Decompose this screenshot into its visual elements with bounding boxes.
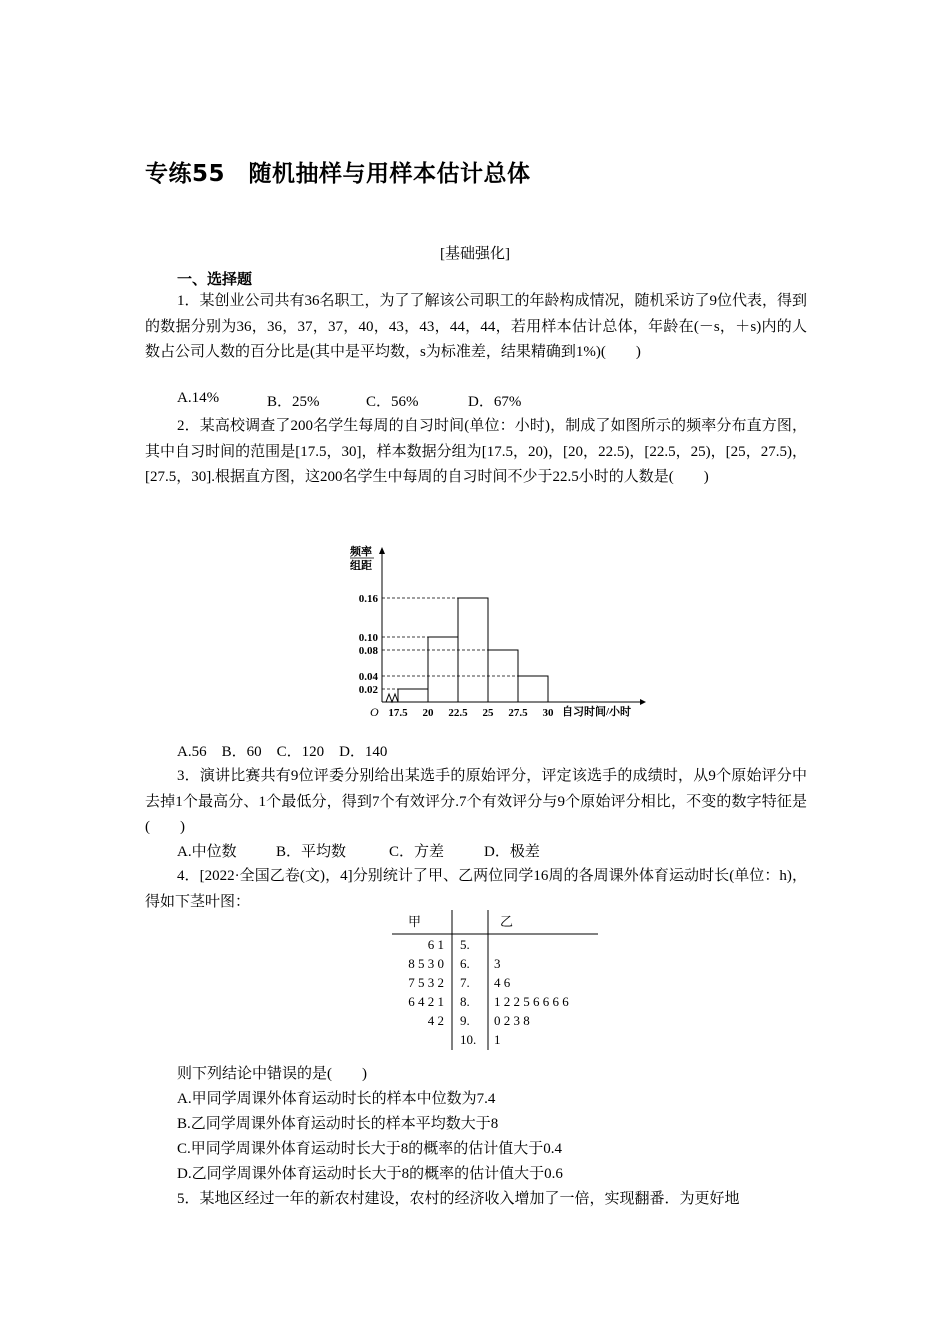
section-label: [基础强化]	[440, 246, 510, 262]
question-2-stem: 2．某高校调查了200名学生每周的自习时间(单位：小时)，制成了如图所示的频率分布直方图，其中自习时间的范围是[17.5，30]，样本数据分组为[17.5，20)，[20，22.5)，[22.5，25)，[25，27.5)，[27.5，30].根据直方图，这200名学生中每周的自习时间不少于22.5小时的人数是( )	[145, 418, 807, 485]
q1-option-c: C．56%	[366, 394, 419, 410]
q1-option-b: B．25%	[267, 394, 320, 410]
axis-break	[386, 694, 398, 702]
stem-leaf-stem: 10.	[460, 1032, 477, 1047]
y-tick-label: 0.08	[358, 645, 378, 657]
stem-leaf-stem: 7.	[460, 975, 470, 990]
y-axis-label-top: 频率	[350, 546, 372, 558]
q3-option-b: B．平均数	[276, 844, 347, 860]
stem-leaf-plot	[388, 908, 603, 1058]
y-tick-label: 0.16	[358, 593, 378, 605]
frequency-histogram	[340, 538, 660, 728]
x-tick-label: 22.5	[448, 707, 468, 719]
x-axis-label: 自习时间/小时	[562, 706, 632, 718]
question-4-stem: 4．[2022·全国乙卷(文)，4]分别统计了甲、乙两位同学16周的各周课外体育运动时长(单位：h)，得如下茎叶图：	[145, 868, 807, 910]
y-tick-label: 0.04	[358, 671, 378, 683]
stem-leaf-right-leaves: 3	[494, 956, 501, 971]
histogram-bar	[428, 637, 458, 702]
x-tick-label: 27.5	[508, 707, 528, 719]
q1-option-d: D．67%	[468, 394, 522, 410]
stem-leaf-right-leaves: 1 2 2 5 6 6 6 6	[494, 994, 569, 1009]
q4-option-d: D.乙同学周课外体育运动时长大于8的概率的估计值大于0.6	[177, 1166, 563, 1182]
x-tick-label: 30	[542, 707, 554, 719]
x-axis-arrow	[640, 699, 646, 705]
stem-leaf-right-head: 乙	[500, 914, 514, 929]
q4-option-a: A.甲同学周课外体育运动时长的样本中位数为7.4	[177, 1091, 496, 1107]
x-tick-label: 17.5	[388, 707, 408, 719]
q4-option-b: B.乙同学周课外体育运动时长的样本平均数大于8	[177, 1116, 499, 1132]
q3-option-a: A.中位数	[177, 844, 237, 860]
stem-leaf-left-leaves: 4 2	[427, 1013, 444, 1028]
x-tick-label: 25	[482, 707, 494, 719]
stem-leaf-right-leaves: 0 2 3 8	[494, 1013, 530, 1028]
question-5-stem: 5．某地区经过一年的新农村建设，农村的经济收入增加了一倍，实现翻番．为更好地	[177, 1191, 740, 1207]
stem-leaf-stem: 6.	[460, 956, 470, 971]
stem-leaf-left-leaves: 7 5 3 2	[408, 975, 444, 990]
stem-leaf-stem: 9.	[460, 1013, 470, 1028]
q3-option-d: D．极差	[484, 844, 540, 860]
y-tick-label: 0.02	[358, 684, 378, 696]
stem-leaf-right-leaves: 1	[494, 1032, 501, 1047]
histogram-bar	[518, 676, 548, 702]
y-axis-arrow	[379, 547, 385, 554]
q4-ask: 则下列结论中错误的是( )	[177, 1066, 367, 1082]
stem-leaf-stem: 5.	[460, 937, 470, 952]
histogram-bar	[398, 689, 428, 702]
question-1-stem: 1．某创业公司共有36名职工，为了了解该公司职工的年龄构成情况，随机采访了9位代表，得到的数据分别为36，36，37，37，40，43，43，44，44，若用样本估计总体，年龄在(－s，＋s)内的人数占公司人数的百分比是(其中是平均数，s为标准差，结果精确到1%)( )	[145, 293, 808, 360]
section-heading: 一、选择题	[177, 270, 253, 288]
y-tick-label: 0.10	[358, 632, 378, 644]
stem-leaf-left-head: 甲	[408, 914, 422, 929]
stem-leaf-left-leaves: 6 4 2 1	[408, 994, 444, 1009]
q2-options: A.56 B．60 C．120 D．140	[177, 744, 388, 760]
q4-option-c: C.甲同学周课外体育运动时长大于8的概率的估计值大于0.4	[177, 1141, 563, 1157]
page-title: 专练55 随机抽样与用样本估计总体	[145, 161, 531, 187]
q1-option-a: A.14%	[177, 390, 220, 406]
q3-option-c: C．方差	[389, 844, 445, 860]
y-axis-label-bottom: 组距	[350, 560, 372, 572]
question-3-stem: 3．演讲比赛共有9位评委分别给出某选手的原始评分，评定该选手的成绩时，从9个原始评分中去掉1个最高分、1个最低分，得到7个有效评分.7个有效评分与9个原始评分相比，不变的数字特征是( )	[145, 768, 807, 835]
stem-leaf-right-leaves: 4 6	[494, 975, 511, 990]
stem-leaf-left-leaves: 6 1	[427, 937, 444, 952]
stem-leaf-left-leaves: 8 5 3 0	[408, 956, 444, 971]
stem-leaf-stem: 8.	[460, 994, 470, 1009]
origin-label: O	[370, 705, 379, 719]
x-tick-label: 20	[422, 707, 434, 719]
